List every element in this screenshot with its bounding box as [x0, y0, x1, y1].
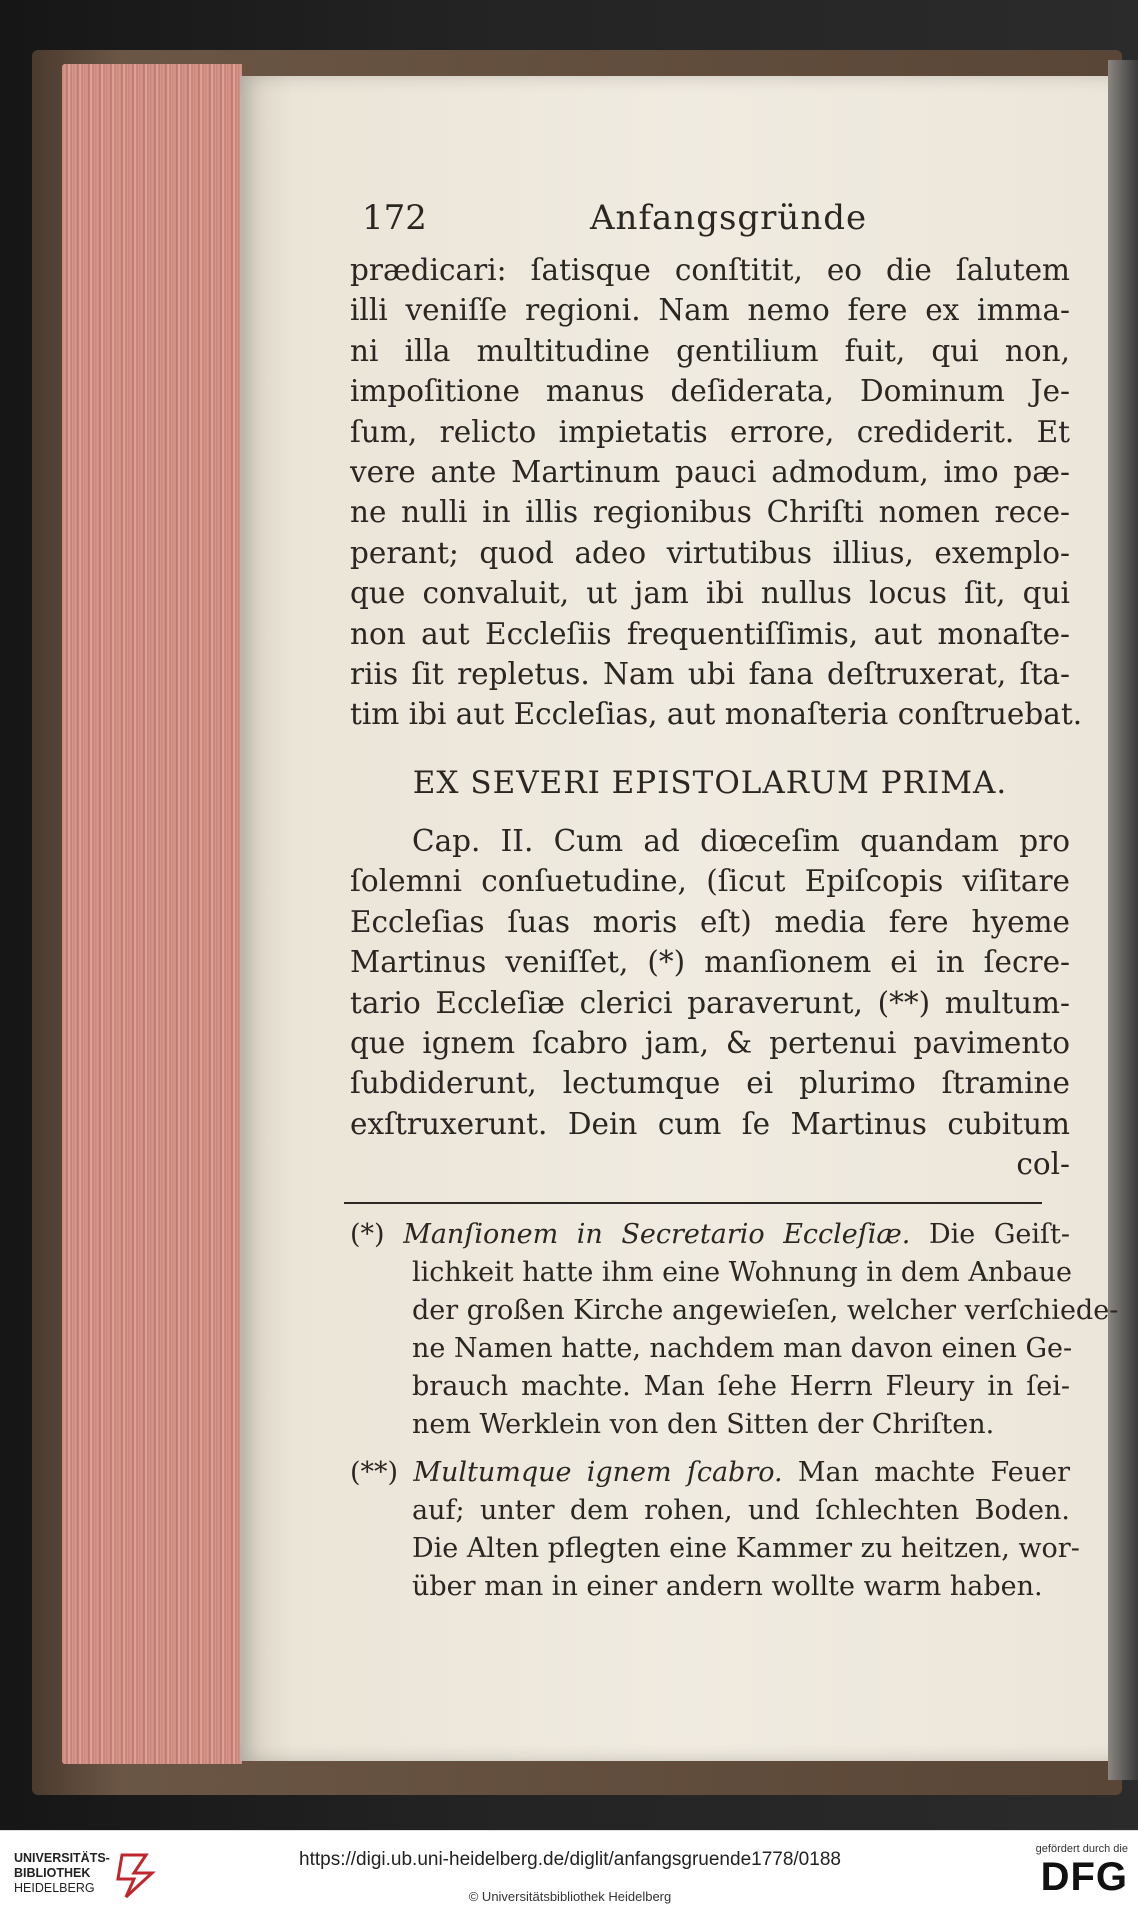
- text-line: vere ante Martinum pauci admodum, imo pæ-: [350, 455, 1070, 490]
- page-edges: [62, 64, 242, 1764]
- text-line: ni illa multitudine gentilium fuit, qui non,: [350, 333, 1070, 368]
- text-line: ſolemni conſuetudine, (ſicut Epiſcopis viſitare: [350, 864, 1070, 899]
- footnote-lemma: Multumque ignem ſcabro.: [413, 1457, 783, 1489]
- catchword: col-: [1016, 1147, 1070, 1182]
- permalink-url[interactable]: https://digi.ub.uni-heidelberg.de/diglit/anfangsgruende1778/0188: [299, 1849, 841, 1870]
- dfg-logo[interactable]: [1010, 1843, 1128, 1907]
- text-line: perant; quod adeo virtutibus illius, exemplo-: [350, 535, 1070, 570]
- footnotes: [350, 1216, 1119, 1606]
- footnote-line: ne Namen hatte, nachdem man davon einen Ge-: [412, 1333, 1073, 1365]
- text-line: ne nulli in illis regionibus Chriſti nomen rece-: [350, 495, 1070, 530]
- page-header: [350, 190, 1070, 250]
- footnote: [350, 1216, 1119, 1444]
- ub-logo-mark-icon: [116, 1851, 158, 1899]
- text-line: exſtruxerunt. Dein cum ſe Martinus cubitum: [350, 1106, 1070, 1141]
- footnote-text: Die Geiſt-: [928, 1219, 1070, 1251]
- text-line: non aut Eccleſiis frequentiſſimis, aut monaſte-: [350, 616, 1070, 651]
- text-line: impoſitione manus deſiderata, Dominum Je-: [350, 374, 1070, 409]
- page-content: [350, 190, 1119, 1616]
- page-number: 172: [362, 198, 427, 238]
- text-line: Martinus veniſſet, (*) manſionem ei in ſecre-: [350, 945, 1070, 980]
- footnote-line: über man in einer andern wollte warm haben.: [412, 1571, 1043, 1603]
- library-name-line1: UNIVERSITÄTS-: [14, 1851, 110, 1865]
- text-line: que ignem ſcabro jam, & pertenui pavimento: [350, 1025, 1070, 1060]
- text-line: prædicari: ſatisque conſtitit, eo die ſalutem: [350, 253, 1070, 287]
- section-heading: EX SEVERI EPISTOLARUM PRIMA.: [412, 764, 1008, 801]
- text-line: que convaluit, ut jam ibi nullus locus ſit, qui: [350, 576, 1070, 611]
- dfg-wordmark: DFG: [1040, 1855, 1128, 1899]
- footnote-line: brauch machte. Man ſehe Herrn Fleury in ſei-: [412, 1371, 1070, 1403]
- text-line: tario Eccleſiæ clerici paraverunt, (**) multum-: [350, 985, 1070, 1020]
- footnote-text: Man machte Feuer: [797, 1457, 1070, 1489]
- text-line: Cap. II. Cum ad diœceſim quandam pro: [412, 823, 1070, 858]
- running-title: Anfangsgründe: [590, 198, 868, 238]
- footnote-line: auf; unter dem rohen, und ſchlechten Boden.: [412, 1495, 1070, 1527]
- text-line: illi veniſſe regioni. Nam nemo fere ex imma-: [350, 293, 1070, 328]
- text-line: tim ibi aut Eccleſias, aut monaſteria conſtruebat.: [350, 697, 1083, 732]
- funding-caption: gefördert durch die: [1035, 1843, 1128, 1855]
- copyright-notice: © Universitätsbibliothek Heidelberg: [468, 1889, 672, 1904]
- footnote: [350, 1454, 1080, 1606]
- text-line: ſubdiderunt, lectumque ei plurimo ſtramine: [350, 1066, 1070, 1101]
- text-line: riis ſit repletus. Nam ubi fana deſtruxerat, ſta-: [350, 657, 1070, 692]
- main-text: [350, 250, 1083, 735]
- footnote-line: Die Alten pflegten eine Kammer zu heitzen, wor-: [412, 1533, 1080, 1565]
- text-line: Eccleſias ſuas moris eſt) media fere hyeme: [350, 904, 1070, 939]
- footnote-line: nem Werklein von den Sitten der Chriſten.: [412, 1409, 995, 1441]
- footnote-line: der großen Kirche angewieſen, welcher verſchiede-: [412, 1295, 1119, 1327]
- chapter-text: [350, 821, 1070, 1144]
- footnote-first-line: [350, 1454, 1070, 1492]
- footnote-rule: [344, 1202, 1042, 1204]
- footnote-first-line: [350, 1216, 1070, 1254]
- library-name-line2: BIBLIOTHEK: [14, 1866, 91, 1880]
- footnote-lemma: Manſionem in Secretario Eccleſiæ.: [403, 1219, 911, 1251]
- footnote-marker: (*): [350, 1219, 385, 1251]
- text-line: ſum, relicto impietatis errore, crediderit. Et: [350, 414, 1070, 449]
- footnote-line: lichkeit hatte ihm eine Wohnung in dem Anbaue: [412, 1257, 1072, 1289]
- library-name-line3: HEIDELBERG: [14, 1881, 95, 1895]
- viewer-footer: [0, 1830, 1138, 1914]
- gutter-shadow: [1108, 60, 1138, 1780]
- footnote-marker: (**): [350, 1457, 399, 1489]
